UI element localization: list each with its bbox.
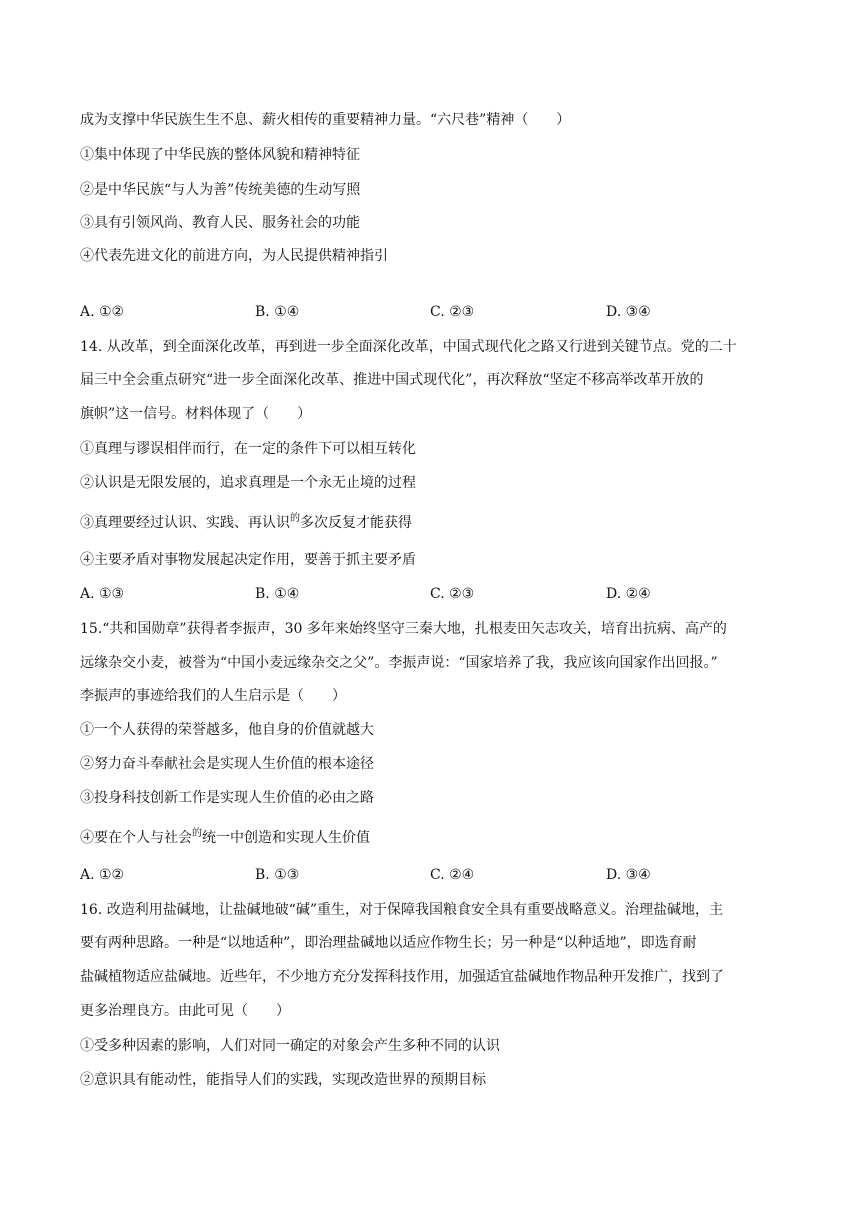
- q14-options: [80, 584, 780, 604]
- q15-options: [80, 865, 780, 885]
- q15-statement-4-part-2: 统一中创造和实现人生价值: [202, 830, 370, 846]
- q14-statement-3-part-1: ③真理要经过认识、实践、再认识: [80, 515, 290, 531]
- q15-statement-1: ①一个人获得的荣誉越多，他自身的价值就越大: [80, 722, 374, 738]
- q14-statement-3-small-char: 的: [290, 513, 300, 524]
- q15-stem-line-3: 李振声的事迹给我们的人生启示是（ ）: [80, 688, 346, 704]
- q13-option-a: A. ①②: [80, 304, 125, 320]
- q16-stem-line-3: 盐碱植物适应盐碱地。近些年，不少地方充分发挥科技作用，加强适宜盐碱地作物品种开发推广，找到了: [80, 969, 724, 985]
- q13-option-d: D. ③④: [606, 304, 651, 320]
- q16-stem-line-4: 更多治理良方。由此可见（ ）: [80, 1003, 290, 1019]
- q13-stem: 成为支撑中华民族生生不息、薪火相传的重要精神力量。“六尺巷”精神（ ）: [80, 112, 571, 128]
- q14-statement-4: ④主要矛盾对事物发展起决定作用，要善于抓主要矛盾: [80, 552, 416, 568]
- q14-stem-line-3: 旗帜”这一信号。材料体现了（ ）: [80, 406, 312, 422]
- q13-statement-3: ③具有引领风尚、教育人民、服务社会的功能: [80, 215, 360, 231]
- q15-option-c: C. ②④: [430, 867, 475, 883]
- q15-statement-3: ③投身科技创新工作是实现人生价值的必由之路: [80, 790, 374, 806]
- q15-option-d: D. ③④: [606, 867, 651, 883]
- q14-option-c: C. ②③: [430, 586, 475, 602]
- q13-options: [80, 302, 780, 322]
- q14-statement-3: [80, 513, 412, 535]
- q14-statement-3-part-2: 多次反复才能获得: [300, 515, 412, 531]
- q15-stem-line-1: 15.“共和国勋章”获得者李振声，30 多年来始终坚守三秦大地，扎根麦田矢志攻关，培育出抗病、高产的: [80, 621, 727, 637]
- q14-stem-line-2: 届三中全会重点研究“进一步全面深化改革、推进中国式现代化”，再次释放“坚定不移高举改革开放的: [80, 372, 704, 388]
- q15-statement-4-part-1: ④要在个人与社会: [80, 830, 192, 846]
- q15-statement-4: [80, 828, 370, 850]
- q16-statement-1: ①受多种因素的影响，人们对同一确定的对象会产生多种不同的认识: [80, 1038, 500, 1054]
- q14-statement-1: ①真理与谬误相伴而行，在一定的条件下可以相互转化: [80, 441, 416, 457]
- q14-option-d: D. ②④: [606, 586, 651, 602]
- q13-statement-4: ④代表先进文化的前进方向，为人民提供精神指引: [80, 248, 388, 264]
- q14-stem-line-1: 14. 从改革，到全面深化改革，再到进一步全面深化改革，中国式现代化之路又行进到关键节点。党的二十: [80, 339, 737, 355]
- q13-statement-1: ①集中体现了中华民族的整体风貌和精神特征: [80, 147, 360, 163]
- q16-statement-2: ②意识具有能动性，能指导人们的实践，实现改造世界的预期目标: [80, 1072, 486, 1088]
- q13-option-b: B. ①④: [255, 304, 300, 320]
- q15-option-a: A. ①②: [80, 867, 125, 883]
- q14-statement-2: ②认识是无限发展的，追求真理是一个永无止境的过程: [80, 475, 416, 491]
- q15-statement-2: ②努力奋斗奉献社会是实现人生价值的根本途径: [80, 756, 374, 772]
- q16-stem-line-1: 16. 改造利用盐碱地，让盐碱地破“碱”重生，对于保障我国粮食安全具有重要战略意义。治理盐碱地，主: [80, 902, 724, 918]
- q13-statement-2: ②是中华民族“与人为善”传统美德的生动写照: [80, 182, 361, 198]
- q15-stem-line-2: 远缘杂交小麦，被誉为“中国小麦远缘杂交之父”。李振声说：“国家培养了我，我应该向国家作出回报。”: [80, 655, 718, 671]
- q14-option-b: B. ①④: [255, 586, 300, 602]
- q14-option-a: A. ①③: [80, 586, 125, 602]
- q15-option-b: B. ①③: [255, 867, 300, 883]
- q15-statement-4-small-char: 的: [192, 828, 202, 839]
- q16-stem-line-2: 要有两种思路。一种是“以地适种”，即治理盐碱地以适应作物生长；另一种是“以种适地”，即选育耐: [80, 935, 697, 951]
- q13-option-c: C. ②③: [430, 304, 475, 320]
